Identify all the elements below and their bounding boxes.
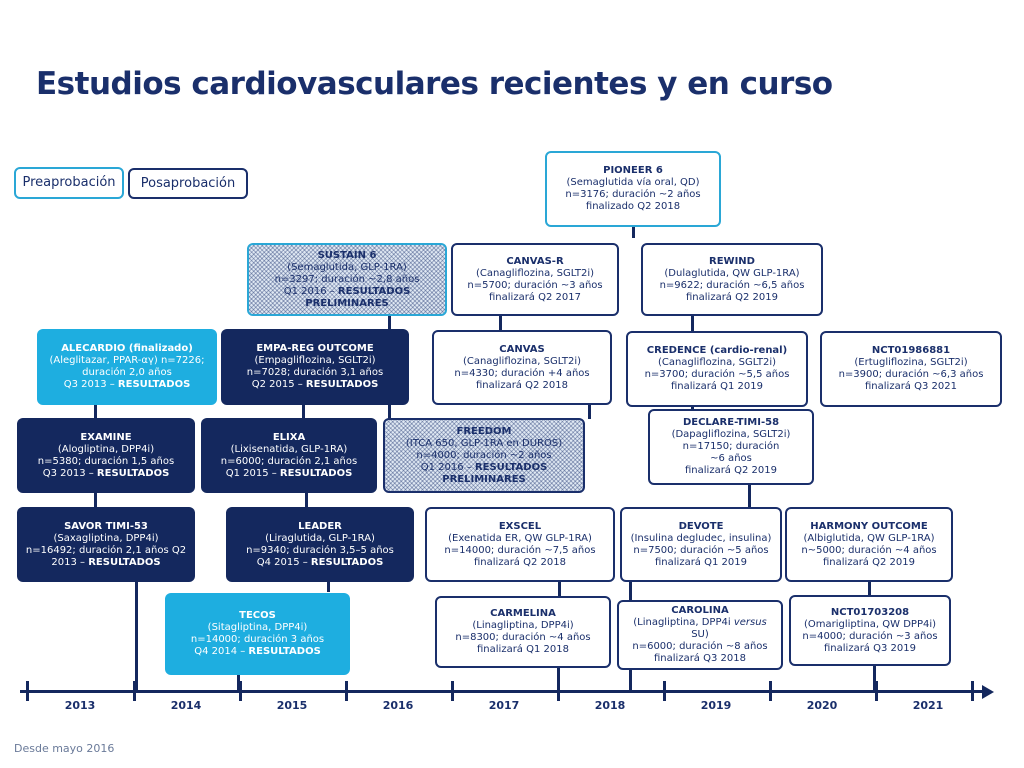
study-carolina[interactable] bbox=[617, 600, 783, 670]
study-name: FREEDOM bbox=[456, 425, 512, 437]
study-status-date: Q3 2013 – bbox=[63, 379, 118, 390]
connector-stem bbox=[94, 405, 97, 419]
study-status bbox=[43, 468, 170, 480]
study-n: n=16492; duración 2,1 años Q2 bbox=[25, 544, 187, 556]
study-name: PIONEER 6 bbox=[603, 165, 663, 176]
study-n: n=4000; duración ~3 años bbox=[802, 630, 938, 642]
study-name: CANVAS bbox=[499, 343, 545, 355]
study-n: n=5700; duración ~3 años bbox=[467, 279, 603, 291]
study-pioneer6[interactable] bbox=[545, 151, 721, 227]
study-status: finalizará Q1 2019 bbox=[671, 381, 763, 392]
connector-stem bbox=[629, 582, 632, 600]
study-status: finalizará Q2 2019 bbox=[823, 556, 915, 568]
study-status: finalizado Q2 2018 bbox=[585, 201, 681, 212]
study-drug: (Insulina degludec, insulina) bbox=[630, 532, 772, 544]
legend-preapproval bbox=[14, 167, 124, 199]
study-freedom[interactable] bbox=[383, 418, 585, 493]
study-nct01703208[interactable] bbox=[789, 595, 951, 666]
connector-stem bbox=[558, 582, 561, 596]
study-name: ALECARDIO (finalizado) bbox=[61, 343, 193, 354]
timeline-tick bbox=[875, 681, 878, 701]
year-label: 2016 bbox=[382, 699, 414, 712]
study-status-result: RESULTADOS bbox=[310, 556, 384, 568]
connector-stem bbox=[632, 226, 635, 238]
timeline-tick bbox=[345, 681, 348, 701]
study-n: n=17150; duración bbox=[682, 441, 780, 452]
study-status-date: Q1 2016 – bbox=[283, 285, 338, 297]
study-n: n=4000; duración ~2 años bbox=[416, 449, 552, 461]
year-label: 2019 bbox=[700, 699, 732, 712]
connector-stem bbox=[94, 492, 97, 508]
study-status: finalizará Q2 2017 bbox=[489, 291, 581, 303]
study-status: finalizará Q2 2018 bbox=[476, 379, 568, 391]
year-label: 2021 bbox=[912, 699, 944, 712]
footer-note: Desde mayo 2016 bbox=[14, 742, 115, 755]
study-status-result: RESULTADOS bbox=[279, 467, 353, 479]
study-examine[interactable] bbox=[17, 418, 195, 493]
connector-stem bbox=[629, 670, 632, 692]
year-label: 2013 bbox=[64, 699, 96, 712]
study-status bbox=[226, 468, 353, 480]
page-title: Estudios cardiovasculares recientes y en curso bbox=[36, 66, 833, 102]
study-drug: (Exenatida ER, QW GLP-1RA) bbox=[448, 532, 592, 544]
study-canvas[interactable] bbox=[432, 330, 612, 405]
study-n: n=9622; duración ~6,5 años bbox=[659, 279, 805, 291]
study-status bbox=[253, 286, 441, 310]
legend-postapproval-label: Posaprobación bbox=[140, 175, 236, 191]
study-drug bbox=[633, 617, 767, 629]
connector-stem bbox=[868, 582, 871, 596]
study-status: finalizará Q1 2019 bbox=[655, 556, 747, 568]
year-label: 2014 bbox=[170, 699, 202, 712]
study-drug: (Aleglitazar, PPAR-αγ) n=7226; bbox=[49, 355, 205, 366]
study-leader[interactable] bbox=[226, 507, 414, 582]
study-drug: (Empagliflozina, SGLT2i) bbox=[254, 355, 376, 366]
study-status-result: RESULTADOS bbox=[117, 379, 191, 390]
timeline-tick bbox=[557, 681, 560, 701]
study-canvas-r[interactable] bbox=[451, 243, 619, 316]
study-name: REWIND bbox=[709, 255, 755, 267]
connector-stem bbox=[327, 582, 330, 592]
study-status-date: Q3 2013 – bbox=[42, 467, 97, 479]
study-status bbox=[257, 557, 384, 569]
timeline-axis bbox=[20, 690, 984, 693]
study-drug-versus: versus bbox=[733, 617, 767, 628]
study-name: CREDENCE (cardio-renal) bbox=[646, 345, 788, 356]
study-drug: (Sitagliptina, DPP4i) bbox=[207, 622, 308, 633]
study-elixa[interactable] bbox=[201, 418, 377, 493]
study-status-result: RESULTADOS bbox=[305, 379, 379, 390]
study-drug: (Semaglutida, GLP-1RA) bbox=[287, 261, 407, 273]
study-drug-comparator: SU) bbox=[691, 629, 709, 640]
study-name: CARMELINA bbox=[490, 608, 556, 619]
study-n: n=6000; duración 2,1 años bbox=[220, 455, 358, 467]
study-status-result: RESULTADOS bbox=[96, 467, 170, 479]
study-n: n=3900; duración ~6,3 años bbox=[838, 369, 984, 380]
connector-stem bbox=[302, 405, 305, 419]
timeline-tick bbox=[769, 681, 772, 701]
study-n-duration: ~6 años bbox=[710, 453, 752, 464]
timeline-tick bbox=[239, 681, 242, 701]
timeline-tick bbox=[663, 681, 666, 701]
study-status: finalizará Q1 2018 bbox=[477, 644, 569, 655]
timeline-tick bbox=[971, 681, 974, 701]
study-credence[interactable] bbox=[626, 331, 808, 407]
connector-stem bbox=[691, 316, 694, 332]
year-label: 2020 bbox=[806, 699, 838, 712]
study-name: DECLARE-TIMI-58 bbox=[682, 417, 780, 428]
study-rewind[interactable] bbox=[641, 243, 823, 316]
study-status bbox=[194, 646, 321, 658]
study-n: duración 2,0 años bbox=[82, 367, 172, 378]
study-name: DEVOTE bbox=[678, 520, 724, 532]
study-status-date: 2013 – bbox=[51, 556, 89, 568]
study-status-date: Q2 2015 – bbox=[251, 379, 306, 390]
timeline-tick bbox=[133, 681, 136, 701]
study-n: n=14000; duración ~7,5 años bbox=[444, 544, 596, 556]
study-status bbox=[51, 557, 160, 569]
study-drug: (Semaglutida vía oral, QD) bbox=[566, 177, 700, 188]
connector-stem bbox=[588, 405, 591, 419]
study-drug: (Dapagliflozina, SGLT2i) bbox=[671, 429, 791, 440]
year-label: 2017 bbox=[488, 699, 520, 712]
study-status-result: RESULTADOS PRELIMINARES bbox=[305, 285, 411, 309]
study-status-result: RESULTADOS bbox=[248, 646, 321, 657]
study-status: finalizará Q2 2019 bbox=[685, 465, 777, 476]
study-drug: (Canagliflozina, SGLT2i) bbox=[657, 357, 777, 368]
study-n: n=4330; duración +4 años bbox=[454, 367, 590, 379]
legend-preapproval-label: Preaprobación bbox=[22, 175, 116, 190]
study-n: n=14000; duración 3 años bbox=[190, 634, 325, 645]
study-name: CAROLINA bbox=[671, 605, 729, 616]
study-sustain6[interactable] bbox=[247, 243, 447, 316]
study-drug-main: (Linagliptina, DPP4i bbox=[633, 617, 734, 628]
study-n: n=3176; duración ~2 años bbox=[565, 189, 701, 200]
study-status-result: RESULTADOS bbox=[88, 556, 161, 568]
year-label: 2018 bbox=[594, 699, 626, 712]
connector-stem bbox=[135, 582, 138, 692]
study-name: EXAMINE bbox=[80, 431, 132, 443]
study-n: n~5000; duración ~4 años bbox=[801, 544, 937, 556]
study-drug: (Albiglutida, QW GLP-1RA) bbox=[803, 532, 935, 544]
legend-postapproval bbox=[128, 168, 248, 199]
study-drug: (Alogliptina, DPP4i) bbox=[57, 443, 155, 455]
study-drug: (Linagliptina, DPP4i) bbox=[472, 620, 574, 631]
study-name: HARMONY OUTCOME bbox=[810, 520, 928, 532]
study-n: n=6000; duración ~8 años bbox=[632, 641, 768, 652]
study-drug: (Lixisenatida, GLP-1RA) bbox=[230, 443, 348, 455]
study-exscel[interactable] bbox=[425, 507, 615, 582]
study-name: EMPA-REG OUTCOME bbox=[256, 343, 374, 354]
study-n: n=5380; duración 1,5 años bbox=[37, 455, 175, 467]
study-status: finalizará Q3 2019 bbox=[824, 642, 916, 654]
study-status-date: Q4 2014 – bbox=[194, 646, 249, 657]
study-n: n=9340; duración 3,5–5 años bbox=[246, 544, 394, 556]
study-status bbox=[389, 462, 579, 486]
study-status bbox=[64, 379, 191, 391]
study-drug: (Saxagliptina, DPP4i) bbox=[53, 532, 159, 544]
study-nct01986881[interactable] bbox=[820, 331, 1002, 407]
study-name: SUSTAIN 6 bbox=[317, 249, 377, 261]
study-status: finalizará Q2 2019 bbox=[686, 291, 778, 303]
study-name: ELIXA bbox=[272, 431, 306, 443]
study-tecos[interactable] bbox=[165, 593, 350, 675]
study-name: LEADER bbox=[298, 520, 342, 532]
study-alecardio[interactable] bbox=[37, 329, 217, 405]
study-n: n=3297; duración ~2,8 años bbox=[274, 273, 420, 285]
study-status: finalizará Q3 2018 bbox=[654, 653, 746, 664]
study-drug: (Ertugliflozina, SGLT2i) bbox=[854, 357, 968, 368]
study-status-date: Q4 2015 – bbox=[256, 556, 311, 568]
study-n: n=3700; duración ~5,5 años bbox=[644, 369, 790, 380]
year-label: 2015 bbox=[276, 699, 308, 712]
study-declare-timi-58[interactable] bbox=[648, 409, 814, 485]
study-n: n=7500; duración ~5 años bbox=[633, 544, 769, 556]
study-drug: (Canagliflozina, SGLT2i) bbox=[462, 355, 582, 367]
study-name: NCT01703208 bbox=[830, 606, 910, 618]
study-status-date: Q1 2016 – bbox=[420, 461, 475, 473]
study-n: n=8300; duración ~4 años bbox=[455, 632, 591, 643]
study-carmelina[interactable] bbox=[435, 596, 611, 668]
study-drug: (Liraglutida, GLP-1RA) bbox=[265, 532, 375, 544]
timeline-tick bbox=[451, 681, 454, 701]
study-status-result: RESULTADOS PRELIMINARES bbox=[442, 461, 548, 485]
study-harmony-outcome[interactable] bbox=[785, 507, 953, 582]
study-name: TECOS bbox=[239, 610, 276, 621]
study-drug: (Omarigliptina, QW DPP4i) bbox=[803, 618, 937, 630]
study-name: SAVOR TIMI-53 bbox=[64, 520, 148, 532]
connector-stem bbox=[748, 484, 751, 508]
study-name: EXSCEL bbox=[498, 520, 542, 532]
study-empa-reg[interactable] bbox=[221, 329, 409, 405]
study-status: finalizará Q3 2021 bbox=[865, 381, 957, 392]
timeline-arrow-icon bbox=[982, 685, 994, 699]
timeline-tick bbox=[26, 681, 29, 701]
study-status bbox=[252, 379, 379, 391]
study-name: NCT01986881 bbox=[871, 345, 951, 356]
study-savor-timi-53[interactable] bbox=[17, 507, 195, 582]
study-drug: (ITCA 650, GLP-1RA en DUROS) bbox=[405, 437, 563, 449]
study-drug: (Dulaglutida, QW GLP-1RA) bbox=[664, 267, 800, 279]
study-drug: (Canagliflozina, SGLT2i) bbox=[475, 267, 595, 279]
study-n: n=7028; duración 3,1 años bbox=[246, 367, 384, 378]
study-status: finalizará Q2 2018 bbox=[474, 556, 566, 568]
connector-stem bbox=[305, 492, 308, 508]
study-name: CANVAS-R bbox=[506, 255, 564, 267]
study-devote[interactable] bbox=[620, 507, 782, 582]
study-status-date: Q1 2015 – bbox=[225, 467, 280, 479]
